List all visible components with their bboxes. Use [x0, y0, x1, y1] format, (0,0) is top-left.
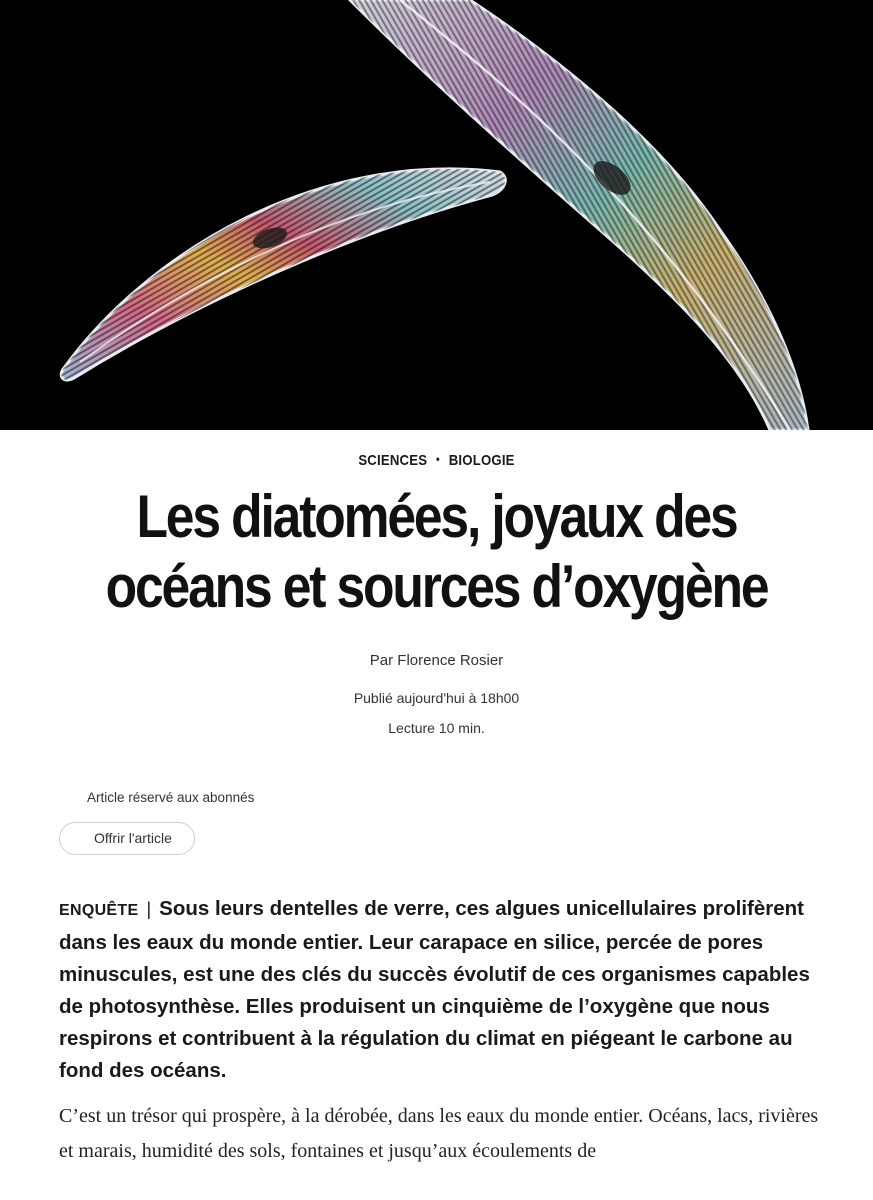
kicker-section-link[interactable]: SCIENCES	[358, 452, 428, 469]
reading-time: Lecture 10 min.	[388, 720, 485, 736]
lead-label: ENQUÊTE	[59, 902, 139, 919]
publication-date: Publié aujourd'hui à 18h00	[353, 690, 520, 706]
hero-image	[0, 0, 873, 430]
article-title: Les diatomées, joyaux des océans et sources d’oxygène	[105, 483, 768, 620]
offer-article-label: Offrir l'article	[94, 830, 172, 846]
diatom-left	[61, 169, 505, 380]
subscribers-only-note: Article réservé aux abonnés	[87, 790, 255, 805]
byline[interactable]: Par Florence Rosier	[369, 652, 504, 669]
offer-article-button[interactable]	[59, 822, 195, 855]
kicker-separator: •	[436, 452, 440, 466]
article-body-paragraph: C’est un trésor qui prospère, à la dérobée, dans les eaux du monde entier. Océans, lacs, rivières et marais, humidité des sols, fontaines et jusqu’aux écoulements de	[59, 1105, 819, 1162]
article-lead	[59, 893, 819, 1087]
diatoms-illustration	[0, 0, 873, 430]
article-kicker	[52, 452, 820, 469]
kicker-subsection-link[interactable]: BIOLOGIE	[448, 452, 515, 469]
lead-separator: |	[146, 899, 152, 919]
lead-text: Sous leurs dentelles de verre, ces algues unicellulaires prolifèrent dans les eaux du monde entier. Leur carapace en silice, percée de pores minuscules, est une des clés du succès évolutif de ces organismes capables de photosynthèse. Elles produisent un cinquième de l’oxygène que nous respirons et contribuent à la régulation du climat en piégeant le carbone au fond des océans.	[59, 897, 810, 1082]
